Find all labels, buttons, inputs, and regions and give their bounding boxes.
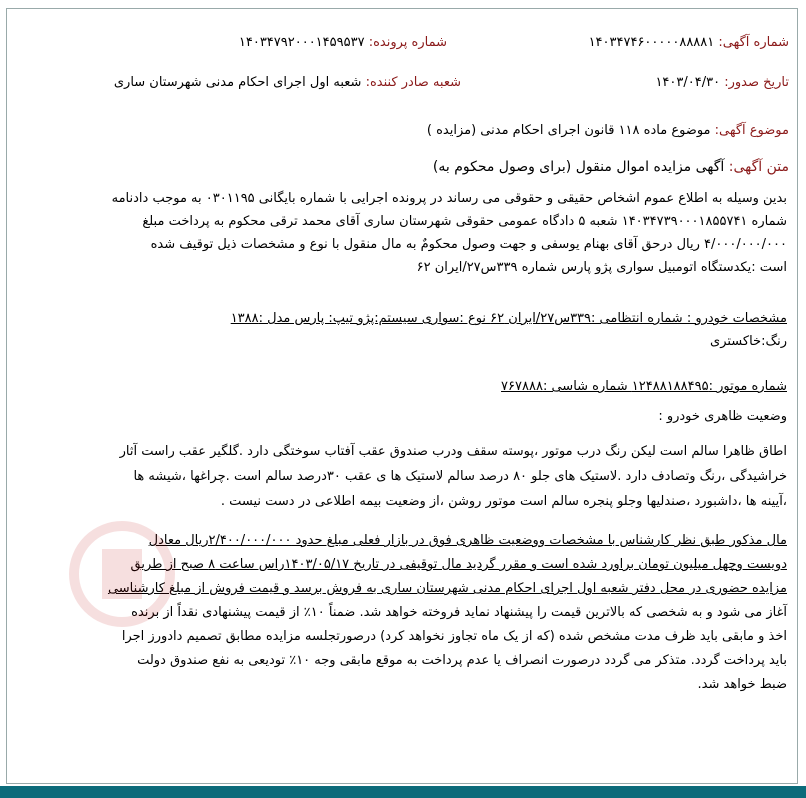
final-line: آغاز می شود و به شخصی که بالاترین قیمت را پیشنهاد نماید فروخته خواهد شد. ضمناً ۱۰٪ از قیمت پیشنهادی نقداً از برنده bbox=[131, 605, 787, 620]
file-number-value: ۱۴۰۳۴۷۹۲۰۰۰۱۴۵۹۵۳۷ bbox=[238, 35, 365, 50]
issuer bbox=[114, 75, 461, 90]
specs-block bbox=[17, 307, 787, 353]
issue-date-label: تاریخ صدور: bbox=[724, 75, 789, 90]
text-title bbox=[433, 159, 789, 175]
final-line: باید پرداخت گردد. متذکر می گردد درصورت انصراف یا عدم پرداخت به موقع مابقی وجه ۱۰٪ تودیعی به نفع صندوق دولت bbox=[137, 653, 787, 668]
final-line: دویست وچهل میلیون تومان براورد شده است و مقرر گردید مال توقیفی در تاریخ ۱۴۰۳/۰۵/۱۷راس ساعت ۸ صبح از طریق bbox=[130, 557, 787, 572]
subject-label: موضوع آگهی: bbox=[714, 123, 789, 138]
appearance-title-text: وضعیت ظاهری خودرو : bbox=[658, 409, 787, 424]
final-line: مال مذکور طبق نظر کارشناس با مشخصات ووضعیت ظاهری فوق در بازار فعلی مبلغ حدود ۲/۴۰۰/۰۰۰/۰۰۰ریال معادل bbox=[148, 533, 787, 548]
ad-number-value: ۱۴۰۳۴۷۴۶۰۰۰۰۰۸۸۸۸۱ bbox=[588, 35, 715, 50]
notice-frame bbox=[6, 8, 798, 784]
intro-line: بدین وسیله به اطلاع عموم اشخاص حقیقی و حقوقی می رساند در پرونده اجرایی با شماره بایگانی ۰۳۰۱۱۹۵ به موجب دادنامه bbox=[111, 191, 787, 206]
engine-block bbox=[17, 375, 787, 398]
text-title-value: آگهی مزایده اموال منقول (برای وصول محکوم به) bbox=[432, 159, 725, 175]
ad-number-label: شماره آگهی: bbox=[718, 35, 789, 50]
ad-number bbox=[589, 35, 789, 50]
file-number bbox=[239, 35, 447, 50]
appearance-line: ،آیینه ها ،داشبورد ،صندلیها وجلو پنجره سالم است موتور روشن ،از وضعیت بیمه اطلاعی در دست نیست . bbox=[220, 494, 787, 509]
file-number-label: شماره پرونده: bbox=[368, 35, 447, 50]
final-line: اخذ و مابقی باید ظرف مدت مشخص شده (که از یک ماه تجاوز نخواهد کرد) درصورتجلسه مزایده مطابق تصمیم دادورز اجرا bbox=[121, 629, 787, 644]
watermark-logo-icon bbox=[67, 519, 187, 629]
issue-date-value: ۱۴۰۳/۰۴/۳۰ bbox=[655, 75, 721, 90]
color-line: رنگ:خاکستری bbox=[710, 334, 787, 349]
final-line: مزایده حضوری در محل دفتر شعبه اول اجرای احکام مدنی شهرستان ساری به فروش برسد و قیمت فروش از مبلغ کارشناسی bbox=[107, 581, 787, 596]
specs-line: مشخصات خودرو : شماره انتظامی :۳۳۹س۲۷/ایران ۶۲ نوع :سواری سیستم:پژو تیپ: پارس مدل :۱۳۸۸ bbox=[230, 311, 787, 326]
issuer-label: شعبه صادر کننده: bbox=[365, 75, 461, 90]
intro-paragraph bbox=[17, 187, 787, 279]
appearance-title bbox=[17, 405, 787, 428]
subject bbox=[427, 123, 789, 138]
issuer-value: شعبه اول اجرای احکام مدنی شهرستان ساری bbox=[113, 75, 362, 90]
intro-line: است :یکدستگاه اتومبیل سواری پژو پارس شماره ۳۳۹س۲۷/ایران ۶۲ bbox=[416, 260, 787, 275]
final-line: ضبط خواهد شد. bbox=[697, 677, 787, 692]
appearance-line: اطاق ظاهرا سالم است لیکن رنگ درب موتور ،پوسته سقف ودرب صندوق عقب آفتاب سوختگی دارد .گلگیر عقب راست آثار bbox=[119, 444, 787, 459]
intro-line: شماره ۱۴۰۳۴۷۳۹۰۰۰۱۸۵۵۷۴۱ شعبه ۵ دادگاه عمومی حقوقی شهرستان ساری آقای محمد ترقی محکوم به پرداخت مبلغ bbox=[142, 214, 787, 229]
appearance-paragraph bbox=[17, 439, 787, 514]
issue-date bbox=[655, 75, 789, 90]
subject-value: موضوع ماده ۱۱۸ قانون اجرای احکام مدنی (مزایده ) bbox=[426, 123, 711, 138]
appearance-line: خراشیدگی ،رنگ وتصادف دارد .لاستیک های جلو ۸۰ درصد سالم لاستیک ها ی عقب ۳۰درصد سالم است .چراغها ،شیشه ها bbox=[133, 469, 787, 484]
engine-line: شماره موتور :۱۲۴۸۸۱۸۸۴۹۵ شماره شاسی :۷۶۷۸۸۸ bbox=[501, 379, 787, 394]
intro-line: ۴/۰۰۰/۰۰۰/۰۰۰ ریال درحق آقای بهنام یوسفی و جهت وصول محکومٌ به مال منقول با نوع و مشخصات ذیل توقیف شده bbox=[150, 237, 787, 252]
text-title-label: متن آگهی: bbox=[728, 159, 789, 175]
bottom-bar bbox=[0, 786, 806, 798]
